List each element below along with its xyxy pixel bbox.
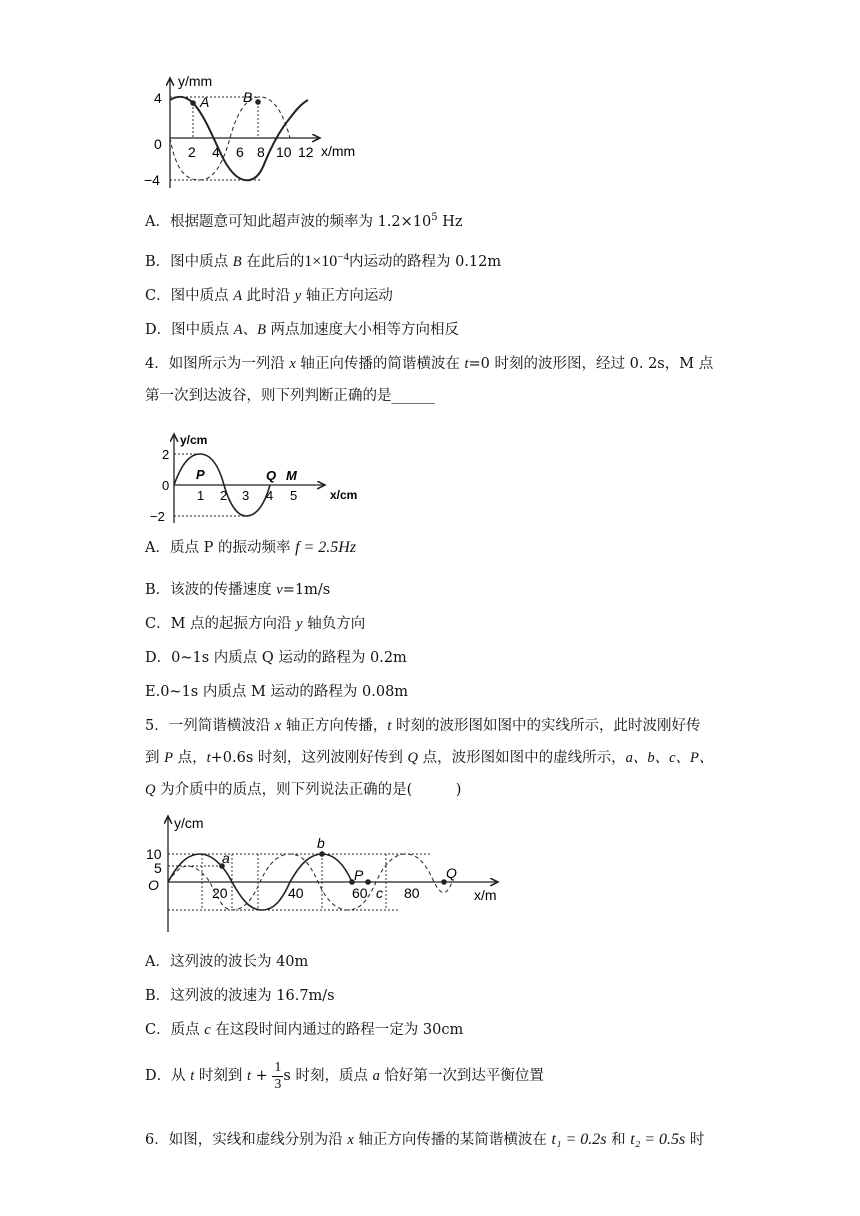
y-tick-label: −4: [144, 172, 160, 188]
option-text: =1m/s: [282, 582, 331, 598]
variable: y: [294, 288, 302, 304]
variable: x: [289, 356, 296, 372]
variable: c: [204, 1022, 211, 1038]
math-expression: f = 2.5Hz: [295, 539, 357, 556]
q5-option-c: [145, 1020, 463, 1040]
option-text: s 时刻，质点: [283, 1068, 373, 1084]
variable: y: [296, 616, 303, 632]
stem-text: 点，波形图如图中的虚线所示，: [417, 750, 626, 766]
option-text: 内运动的路程为 0.12m: [348, 253, 502, 270]
x-tick-label: 4: [212, 144, 220, 160]
q4-option-e: E.0~1s 内质点 M 运动的路程为 0.08m: [145, 684, 409, 700]
q4-option-c: [145, 614, 365, 634]
x-tick-label: 8: [257, 144, 265, 160]
stem-text: 轴正方向传播的某简谐横波在: [353, 1132, 552, 1148]
option-text: 轴负方向: [302, 616, 366, 632]
x-axis-label: x/m: [474, 887, 497, 903]
option-text: 此时沿: [242, 288, 295, 304]
option-text: 在这段时间内通过的路程一定为 30cm: [210, 1022, 464, 1038]
variable: t: [247, 1068, 252, 1084]
point-b-label: B: [243, 89, 253, 105]
stem-text: 6．如图，实线和虚线分别为沿: [145, 1132, 348, 1148]
superscript: 5: [431, 212, 438, 223]
option-text: B．图中质点: [145, 253, 233, 270]
variable: A: [233, 288, 243, 304]
y-tick-label: 0: [154, 136, 162, 152]
variable: P: [164, 750, 173, 766]
option-text: 轴正方向运动: [301, 288, 393, 304]
option-text: Hz: [437, 213, 463, 230]
option-text: C．图中质点: [145, 288, 234, 304]
q4-option-d: D．0~1s 内质点 Q 运动的路程为 0.2m: [145, 650, 407, 666]
variable: a、b、c、P、: [625, 750, 714, 766]
figure-1-wave-graph: [140, 70, 380, 195]
point-b-label: b: [317, 835, 325, 851]
y-axis-label: y/cm: [174, 815, 204, 831]
point-a-label: a: [222, 850, 230, 866]
x-axis-label: x/mm: [321, 143, 356, 159]
fraction: [272, 1060, 283, 1093]
variable: t: [387, 718, 392, 734]
option-text: 、: [242, 322, 258, 338]
variable: a: [372, 1068, 380, 1084]
y-tick-label: 10: [146, 846, 162, 862]
stem-text: 轴正向传播的简谐横波在: [295, 356, 465, 372]
y-axis-label: y/mm: [178, 73, 213, 89]
stem-text: 为介质中的质点，则下列说法正确的是( ): [155, 782, 462, 798]
point-c-label: c: [376, 885, 383, 901]
option-text: 恰好第一次到达平衡位置: [379, 1068, 544, 1084]
stem-text: +0.6s 时刻，这列波刚好传到: [210, 750, 408, 766]
q3-option-d: [145, 320, 459, 340]
q4-option-a: [145, 538, 356, 558]
figure-q5-wave-graph: [140, 810, 520, 935]
variable: t: [464, 356, 469, 372]
point-q-label: Q: [446, 865, 457, 881]
q4-stem-line-2: 第一次到达波谷，则下列判断正确的是______: [145, 388, 435, 404]
x-tick-label: 80: [404, 885, 420, 901]
point-q-label: Q: [266, 468, 277, 483]
option-text: +: [251, 1068, 273, 1084]
math-expression: t₂ = 0.5s: [630, 1131, 686, 1148]
point-m-label: M: [286, 468, 297, 483]
option-text: 在此后的: [241, 253, 305, 270]
stem-text: 5．一列简谐横波沿: [145, 718, 275, 734]
variable: t: [190, 1068, 195, 1084]
q5-stem-line-2: [145, 748, 713, 768]
x-tick-label: 5: [290, 488, 298, 503]
math-expression: 1×10: [304, 252, 338, 270]
q3-option-a: [145, 208, 463, 232]
point-p-label: P: [354, 867, 364, 883]
stem-text: 4．如图所示为一列沿: [145, 356, 290, 372]
option-text: C．质点: [145, 1022, 205, 1038]
option-text: A．质点 P 的振动频率: [145, 540, 296, 556]
variable: Q: [407, 750, 418, 766]
x-axis-label: x/cm: [330, 488, 358, 502]
option-text: B．该波的传播速度: [145, 582, 277, 598]
superscript: −4: [337, 251, 349, 263]
x-tick-label: 12: [298, 144, 314, 160]
option-text: D．图中质点: [145, 322, 234, 338]
stem-text: 轴正方向传播，: [281, 718, 388, 734]
x-tick-label: 6: [236, 144, 244, 160]
variable: Q: [145, 782, 156, 798]
y-tick-label: 0: [162, 478, 170, 493]
variable: t: [206, 750, 211, 766]
x-tick-label: 1: [197, 488, 205, 503]
stem-text: 点，: [172, 750, 207, 766]
x-tick-label: 40: [288, 885, 304, 901]
y-tick-label: 2: [162, 447, 170, 462]
variable: x: [347, 1132, 354, 1148]
q4-option-b: [145, 580, 330, 600]
q5-stem-line-3: [145, 780, 461, 800]
x-tick-label: 3: [242, 488, 250, 503]
x-tick-label: 60: [352, 885, 368, 901]
q5-option-d: [145, 1058, 544, 1094]
point-a-marker: [190, 100, 196, 106]
fraction-denominator: 3: [274, 1076, 282, 1092]
x-tick-label: 2: [188, 144, 196, 160]
option-text: D．从: [145, 1068, 191, 1084]
variable: x: [274, 718, 282, 734]
math-expression: t₁ = 0.2s: [551, 1131, 607, 1148]
x-tick-label: 20: [212, 885, 228, 901]
stem-text: =0 时刻的波形图，经过 0. 2s，M 点: [468, 356, 714, 372]
y-tick-label: −2: [150, 509, 165, 524]
variable: v: [276, 582, 283, 598]
y-axis-label: y/cm: [180, 433, 208, 447]
point-p-label: P: [196, 467, 205, 482]
point-c-marker: [365, 879, 371, 885]
point-b-marker: [255, 99, 261, 105]
fraction-numerator: 1: [274, 1059, 282, 1075]
q4-stem-line-1: [145, 354, 713, 374]
option-text: 时刻到: [194, 1068, 247, 1084]
stem-text: 到: [145, 750, 165, 766]
option-text: 两点加速度大小相等方向相反: [265, 322, 460, 338]
stem-text: 时刻的波形图如图中的实线所示，此时波刚好传: [391, 718, 701, 734]
y-tick-label: 4: [154, 90, 162, 106]
y-tick-label: 5: [154, 860, 162, 876]
variable: B: [232, 253, 242, 270]
x-tick-label: 4: [266, 488, 274, 503]
q3-option-c: [145, 286, 393, 306]
q5-option-b: B．这列波的波速为 16.7m/s: [145, 988, 335, 1004]
variable: B: [257, 322, 266, 338]
point-a-label: A: [200, 94, 210, 110]
origin-label: O: [148, 877, 159, 893]
q6-stem-line-1: [145, 1130, 704, 1150]
point-b-marker: [319, 851, 325, 857]
option-text: C．M 点的起振方向沿: [145, 616, 297, 632]
x-tick-label: 2: [220, 488, 228, 503]
variable: A: [233, 322, 243, 338]
x-tick-label: 10: [276, 144, 292, 160]
stem-text: 和: [606, 1132, 631, 1148]
stem-text: 时: [685, 1132, 705, 1148]
q5-stem-line-1: [145, 716, 701, 736]
option-text: A．根据题意可知此超声波的频率为 1.2×10: [145, 213, 432, 230]
figure-q4-wave-graph: [140, 428, 380, 528]
q5-option-a: A．这列波的波长为 40m: [145, 954, 309, 970]
q3-option-b: [145, 247, 501, 272]
